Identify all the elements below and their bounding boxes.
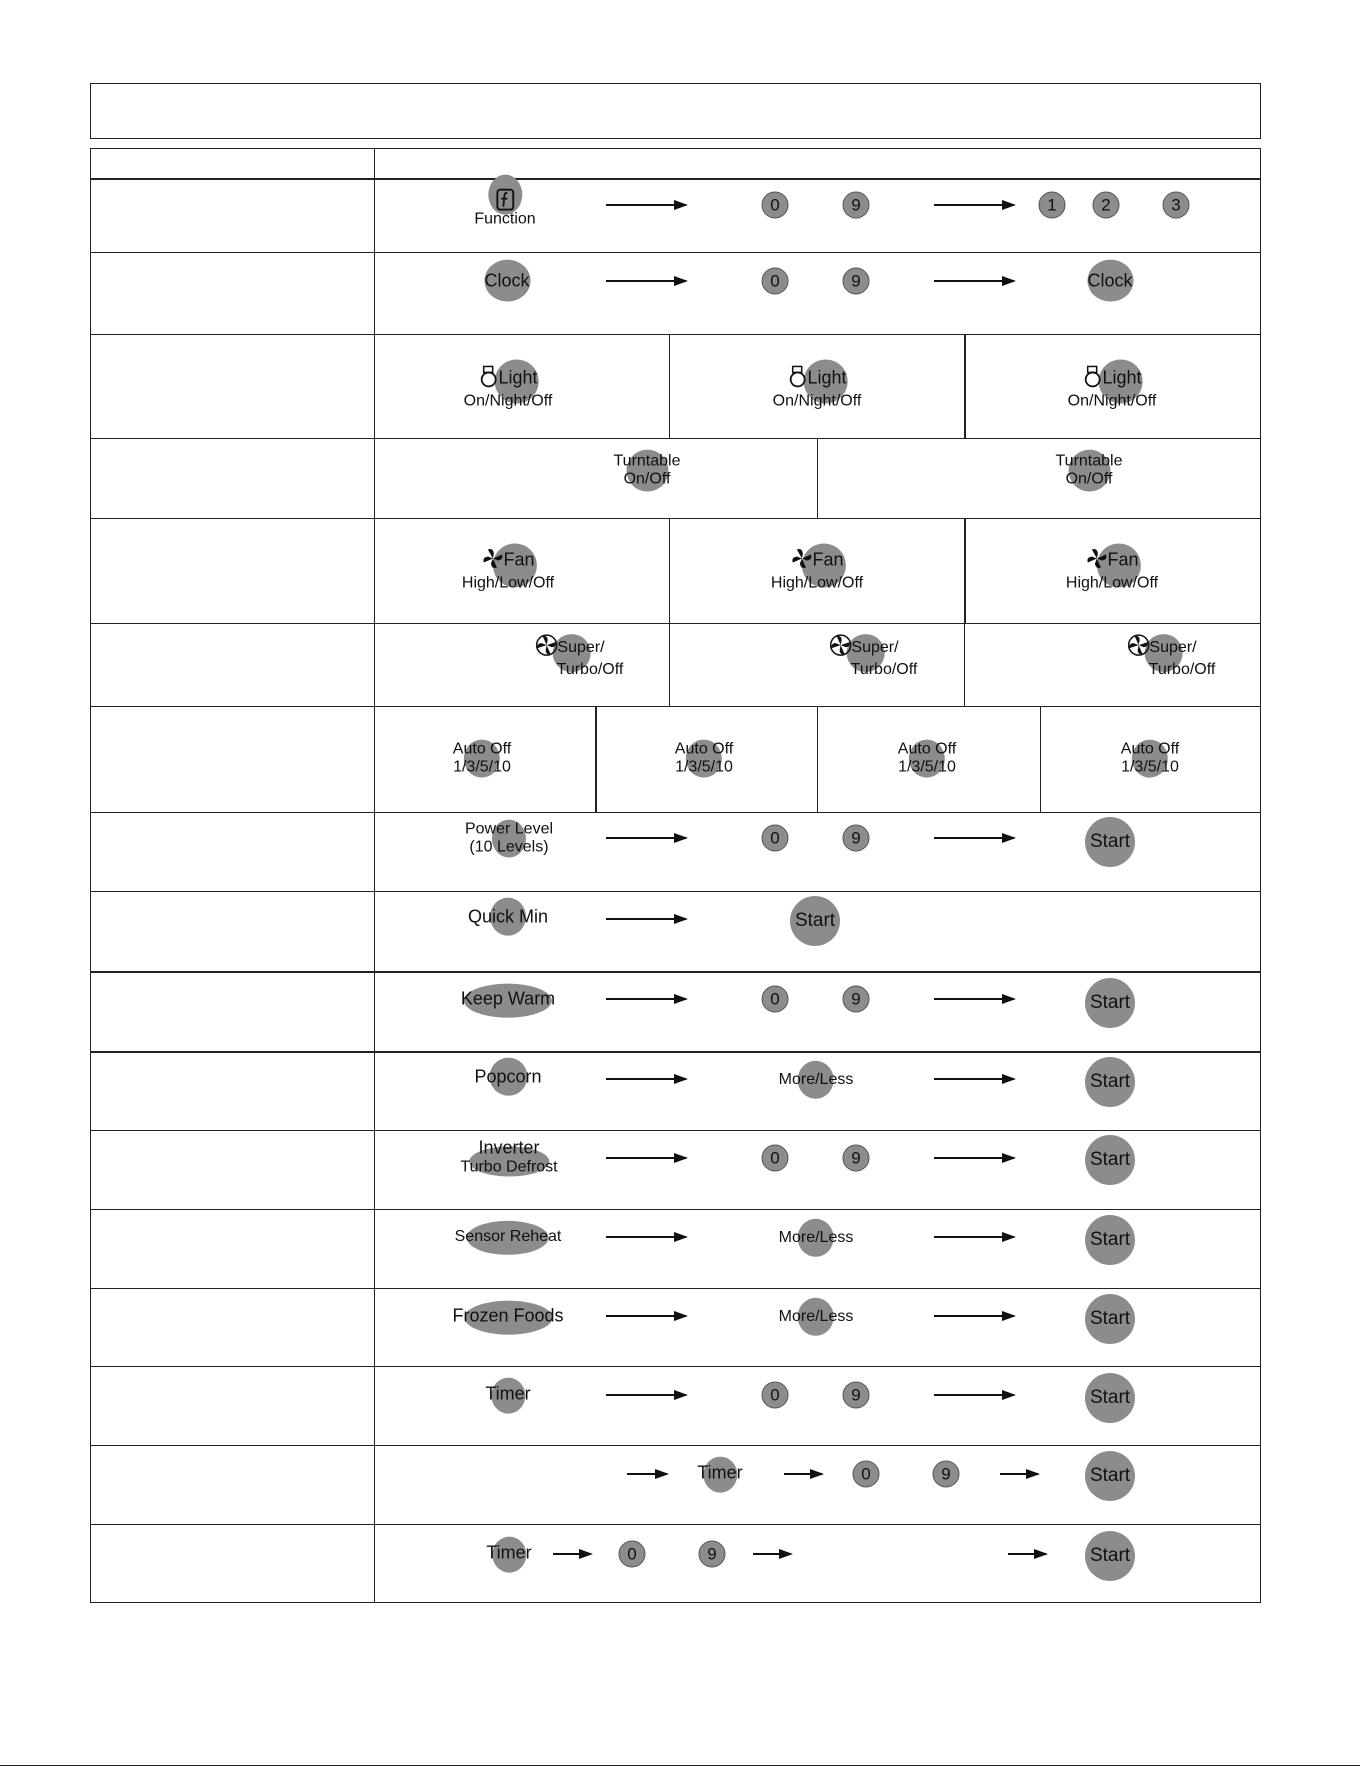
function-key-icon <box>474 189 535 211</box>
flow-arrow <box>934 204 1014 206</box>
more-less-label: More/Less <box>778 1070 854 1088</box>
sensor-reheat-button[interactable] <box>455 1228 562 1246</box>
power-level-label: Power Level <box>464 820 554 838</box>
table-column-divider <box>374 148 375 1603</box>
digit-0-button[interactable]: 0 <box>762 268 789 295</box>
row-divider <box>90 1130 1261 1131</box>
turbo-off-label: Turbo/Off <box>850 661 918 679</box>
cell-divider <box>669 623 670 706</box>
flow-arrow <box>606 280 686 282</box>
digit-0-button[interactable]: 0 <box>762 1145 789 1172</box>
digit-9-button[interactable]: 9 <box>843 1382 870 1409</box>
turntable-label: Turntable <box>1055 452 1123 470</box>
more-less-button[interactable] <box>779 1229 854 1247</box>
turntable-button[interactable] <box>614 453 681 490</box>
digit-0-button[interactable]: 0 <box>762 1382 789 1409</box>
row-divider <box>90 1288 1261 1289</box>
flow-arrow <box>606 918 686 920</box>
row-divider <box>90 252 1261 253</box>
fan-label: Fan <box>1107 549 1139 570</box>
sensor-reheat-label: Sensor Reheat <box>454 1227 562 1245</box>
start-button[interactable]: Start <box>1085 1215 1135 1265</box>
popcorn-button[interactable] <box>474 1067 541 1088</box>
timer-label: Timer <box>485 1383 531 1404</box>
digit-9-button[interactable]: 9 <box>933 1461 960 1488</box>
cell-divider <box>964 334 966 438</box>
flow-arrow <box>606 1236 686 1238</box>
cell-divider <box>964 623 965 706</box>
turbo-fan-icon <box>535 634 557 661</box>
row-divider <box>90 1445 1261 1446</box>
flow-arrow <box>606 998 686 1000</box>
flow-arrow <box>934 1315 1014 1317</box>
auto-off-label: Auto Off <box>674 740 734 758</box>
auto-off-button[interactable] <box>1121 741 1179 778</box>
cell-divider <box>1040 706 1041 812</box>
inverter-label: Inverter <box>478 1137 540 1158</box>
digit-9-button[interactable]: 9 <box>843 986 870 1013</box>
light-label: Light <box>807 367 847 388</box>
flow-arrow <box>1000 1473 1038 1475</box>
row-divider <box>90 891 1261 892</box>
flow-arrow <box>934 280 1014 282</box>
more-less-label: More/Less <box>778 1228 854 1246</box>
auto-off-button[interactable] <box>675 741 733 778</box>
clock-button[interactable] <box>1087 271 1132 292</box>
light-button[interactable] <box>1068 365 1157 410</box>
more-less-label: More/Less <box>778 1307 854 1325</box>
fan-sub-label: High/Low/Off <box>1065 574 1159 592</box>
start-button[interactable]: Start <box>1085 1135 1135 1185</box>
row-divider <box>90 812 1261 813</box>
keep-warm-button[interactable] <box>461 989 555 1010</box>
super-label: Super/ <box>1149 639 1197 657</box>
start-button[interactable]: Start <box>790 896 840 946</box>
digit-0-button[interactable]: 0 <box>762 192 789 219</box>
row-divider <box>90 1524 1261 1525</box>
bulb-icon <box>478 365 498 392</box>
digit-9-button[interactable]: 9 <box>843 1145 870 1172</box>
timer-label: Timer <box>697 1462 743 1483</box>
title-box <box>90 83 1261 139</box>
fan-label: Fan <box>812 549 844 570</box>
fan-label: Fan <box>503 549 535 570</box>
start-button[interactable]: Start <box>1085 817 1135 867</box>
flow-arrow <box>606 1315 686 1317</box>
fan-icon <box>790 547 812 574</box>
digit-9-button[interactable]: 9 <box>843 268 870 295</box>
fan-icon <box>481 547 503 574</box>
flow-arrow <box>753 1553 791 1555</box>
digit-0-button[interactable]: 0 <box>762 986 789 1013</box>
auto-off-button[interactable] <box>453 741 511 778</box>
page-bottom-rule <box>0 1765 1360 1766</box>
turntable-sub-label: On/Off <box>1065 471 1113 488</box>
fan-button[interactable] <box>1066 547 1158 592</box>
auto-off-label: Auto Off <box>897 740 957 758</box>
row-divider <box>90 438 1261 439</box>
timer-button[interactable] <box>485 1384 530 1405</box>
auto-off-button[interactable] <box>898 741 956 778</box>
turntable-button[interactable] <box>1056 453 1123 490</box>
flow-arrow <box>1008 1553 1046 1555</box>
flow-arrow <box>934 998 1014 1000</box>
flow-arrow <box>606 837 686 839</box>
digit-3-button[interactable]: 3 <box>1163 192 1190 219</box>
auto-off-label: Auto Off <box>1120 740 1180 758</box>
row-divider <box>90 1209 1261 1210</box>
flow-arrow <box>606 1157 686 1159</box>
flow-arrow <box>934 1157 1014 1159</box>
popcorn-label: Popcorn <box>474 1066 542 1087</box>
flow-arrow <box>934 1394 1014 1396</box>
row-divider <box>90 623 1261 624</box>
timer-label: Timer <box>486 1542 532 1563</box>
table-header-divider <box>90 178 1261 180</box>
power-level-button[interactable] <box>465 821 553 858</box>
digit-0-button[interactable]: 0 <box>762 825 789 852</box>
start-button[interactable]: Start <box>1085 1057 1135 1107</box>
frozen-foods-button[interactable] <box>452 1306 563 1327</box>
timer-button[interactable] <box>697 1463 742 1484</box>
flow-arrow <box>553 1553 591 1555</box>
auto-off-sub-label: 1/3/5/10 <box>675 759 733 776</box>
row-divider <box>90 334 1261 335</box>
flow-arrow <box>606 204 686 206</box>
cell-divider <box>964 518 966 623</box>
start-button[interactable]: Start <box>1085 1294 1135 1344</box>
flow-arrow <box>606 1394 686 1396</box>
frozen-foods-label: Frozen Foods <box>452 1305 564 1326</box>
cell-divider <box>817 706 818 812</box>
digit-2-button[interactable]: 2 <box>1093 192 1120 219</box>
quick-min-button[interactable] <box>468 907 548 928</box>
flow-arrow <box>934 1236 1014 1238</box>
start-button[interactable]: Start <box>1085 1373 1135 1423</box>
digit-0-button[interactable]: 0 <box>619 1541 646 1568</box>
row-divider <box>90 971 1261 973</box>
digit-9-button[interactable]: 9 <box>843 192 870 219</box>
quick-min-label: Quick Min <box>467 906 549 927</box>
light-sub-label: On/Night/Off <box>1067 392 1157 410</box>
light-button[interactable] <box>773 365 862 410</box>
bulb-icon <box>787 365 807 392</box>
turbo-fan-icon <box>829 634 851 661</box>
clock-label: Clock <box>484 270 530 291</box>
super-turbo-button[interactable] <box>811 634 918 680</box>
clock-button[interactable] <box>484 271 529 292</box>
turntable-label: Turntable <box>613 452 681 470</box>
auto-off-label: Auto Off <box>452 740 512 758</box>
light-sub-label: On/Night/Off <box>463 392 553 410</box>
row-divider <box>90 1051 1261 1053</box>
bulb-icon <box>1082 365 1102 392</box>
light-label: Light <box>1102 367 1142 388</box>
digit-0-button[interactable]: 0 <box>853 1461 880 1488</box>
auto-off-sub-label: 1/3/5/10 <box>898 759 956 776</box>
flow-arrow <box>606 1078 686 1080</box>
turntable-sub-label: On/Off <box>623 471 671 488</box>
super-turbo-button[interactable] <box>1109 634 1216 680</box>
fan-sub-label: High/Low/Off <box>461 574 555 592</box>
keep-warm-label: Keep Warm <box>460 988 556 1009</box>
flow-arrow <box>934 1078 1014 1080</box>
function-button[interactable] <box>474 189 535 230</box>
digit-1-button[interactable]: 1 <box>1039 192 1066 219</box>
cell-divider <box>669 518 670 623</box>
fan-sub-label: High/Low/Off <box>770 574 864 592</box>
more-less-button[interactable] <box>779 1071 854 1089</box>
digit-9-button[interactable]: 9 <box>843 825 870 852</box>
fan-button[interactable] <box>771 547 863 592</box>
function-label: Function <box>474 210 536 228</box>
digit-9-button[interactable]: 9 <box>699 1541 726 1568</box>
timer-button[interactable] <box>486 1543 531 1564</box>
start-button[interactable]: Start <box>1085 1531 1135 1581</box>
cell-divider <box>817 438 818 518</box>
row-divider <box>90 1366 1261 1367</box>
turbo-off-label: Turbo/Off <box>1148 661 1216 679</box>
flow-arrow <box>934 837 1014 839</box>
super-label: Super/ <box>557 639 605 657</box>
row-divider <box>90 518 1261 519</box>
clock-label: Clock <box>1087 270 1133 291</box>
super-label: Super/ <box>851 639 899 657</box>
start-button[interactable]: Start <box>1085 978 1135 1028</box>
light-label: Light <box>498 367 538 388</box>
fan-button[interactable] <box>462 547 554 592</box>
light-sub-label: On/Night/Off <box>772 392 862 410</box>
flow-arrow <box>627 1473 667 1475</box>
light-button[interactable] <box>464 365 553 410</box>
start-button[interactable]: Start <box>1085 1451 1135 1501</box>
super-turbo-button[interactable] <box>517 634 624 680</box>
turbo-defrost-label: Turbo Defrost <box>460 1158 558 1176</box>
auto-off-sub-label: 1/3/5/10 <box>453 759 511 776</box>
inverter-turbo-defrost-button[interactable] <box>460 1137 557 1176</box>
cell-divider <box>669 334 670 438</box>
cell-divider <box>595 706 597 812</box>
more-less-button[interactable] <box>779 1308 854 1326</box>
turbo-off-label: Turbo/Off <box>556 661 624 679</box>
power-level-sub-label: (10 Levels) <box>469 839 549 856</box>
fan-icon <box>1085 547 1107 574</box>
row-divider <box>90 706 1261 707</box>
turbo-fan-icon <box>1127 634 1149 661</box>
flow-arrow <box>784 1473 822 1475</box>
auto-off-sub-label: 1/3/5/10 <box>1121 759 1179 776</box>
